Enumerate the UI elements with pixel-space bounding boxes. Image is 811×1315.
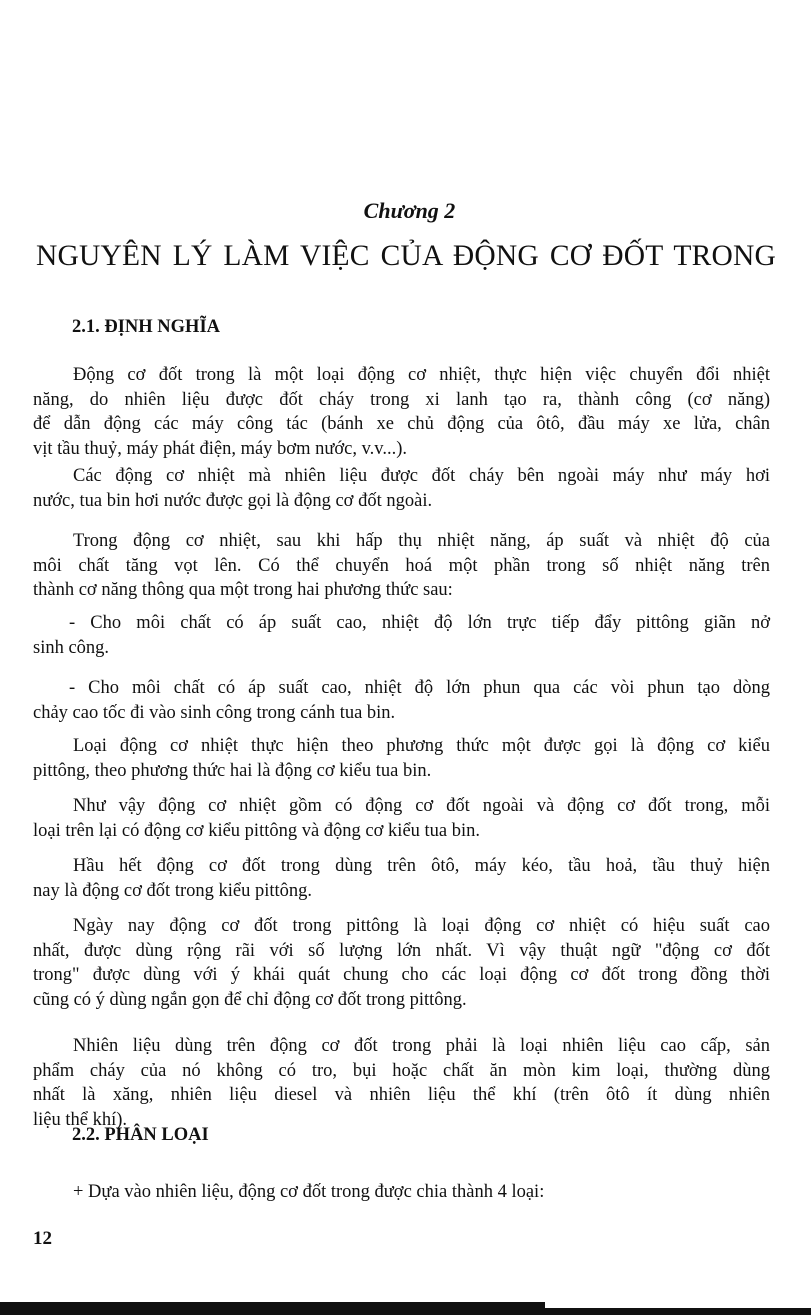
paragraph [33, 794, 770, 843]
text-line: Như vậy động cơ nhiệt gồm có động cơ đốt ngoài và động cơ đốt trong, mỗi [73, 796, 770, 816]
text-line: + Dựa vào nhiên liệu, động cơ đốt trong được chia thành 4 loại: [73, 1182, 545, 1202]
text-line: - Cho môi chất có áp suất cao, nhiệt độ lớn phun qua các vòi phun tạo dòng [69, 678, 770, 698]
text-line: trong" được dùng với ý khái quát chung cho các loại động cơ đốt trong đồng thời [33, 965, 770, 985]
paragraph [33, 611, 770, 660]
chapter-title: NGUYÊN LÝ LÀM VIỆC CỦA ĐỘNG CƠ ĐỐT TRONG [36, 240, 776, 272]
paragraph [33, 854, 770, 903]
text-line: Hầu hết động cơ đốt trong dùng trên ôtô, máy kéo, tầu hoả, tầu thuỷ hiện [73, 856, 770, 876]
text-line: để dẫn động các máy công tác (bánh xe chủ động của ôtô, đầu máy xe lửa, chân [33, 414, 770, 434]
text-line: Loại động cơ nhiệt thực hiện theo phương thức một được gọi là động cơ kiểu [73, 736, 770, 756]
paragraph [33, 363, 770, 461]
paragraph [33, 914, 770, 1012]
text-line: pittông, theo phương thức hai là động cơ kiểu tua bin. [33, 760, 432, 781]
text-line: vịt tầu thuỷ, máy phát điện, máy bơm nước, v.v...). [33, 438, 408, 459]
text-line: Trong động cơ nhiệt, sau khi hấp thụ nhiệt năng, áp suất và nhiệt độ của [73, 531, 770, 551]
text-line: Nhiên liệu dùng trên động cơ đốt trong phải là loại nhiên liệu cao cấp, sản [73, 1036, 770, 1056]
text-line: liệu thể khí). [33, 1109, 128, 1130]
text-line: nhất là xăng, nhiên liệu diesel và nhiên liệu thể khí (trên ôtô ít dùng nhiên [33, 1085, 770, 1105]
scan-edge-bar [0, 1302, 545, 1315]
paragraph [33, 1180, 770, 1205]
section-heading-definition: 2.1. ĐỊNH NGHĨA [72, 317, 221, 337]
paragraph [33, 464, 770, 513]
text-line: Các động cơ nhiệt mà nhiên liệu được đốt cháy bên ngoài máy như máy hơi [73, 466, 770, 486]
text-line: Động cơ đốt trong là một loại động cơ nhiệt, thực hiện việc chuyển đổi nhiệt [73, 365, 770, 385]
paragraph [33, 529, 770, 603]
paragraph [33, 676, 770, 725]
text-line: cũng có ý dùng ngắn gọn để chỉ động cơ đốt trong pittông. [33, 989, 467, 1010]
text-line: nước, tua bin hơi nước được gọi là động cơ đốt ngoài. [33, 490, 433, 511]
text-line: môi chất tăng vọt lên. Có thể chuyển hoá một phần trong số nhiệt năng trên [33, 555, 770, 576]
paragraph [33, 734, 770, 783]
paragraph [33, 1034, 770, 1132]
page-number: 12 [33, 1228, 52, 1249]
text-line: phẩm cháy của nó không có tro, bụi hoặc chất ăn mòn kim loại, thường dùng [33, 1060, 770, 1081]
text-line: nhất, được dùng rộng rãi với số lượng lớn nhất. Vì vậy thuật ngữ "động cơ đốt [33, 940, 770, 961]
text-line: Ngày nay động cơ đốt trong pittông là loại động cơ nhiệt có hiệu suất cao [73, 916, 770, 936]
section-heading-classification: 2.2. PHÂN LOẠI [72, 1125, 209, 1145]
chapter-label: Chương 2 [363, 198, 456, 223]
text-line: thành cơ năng thông qua một trong hai phương thức sau: [33, 580, 453, 600]
text-line: chảy cao tốc đi vào sinh công trong cánh tua bin. [33, 702, 396, 723]
text-line: sinh công. [33, 637, 110, 658]
text-line: nay là động cơ đốt trong kiểu pittông. [33, 880, 313, 901]
scan-edge-bar [545, 1308, 811, 1315]
text-line: năng, do nhiên liệu được đốt cháy trong xi lanh tạo ra, thành công (cơ năng) [33, 389, 770, 410]
text-line: - Cho môi chất có áp suất cao, nhiệt độ lớn trực tiếp đẩy pittông giãn nở [69, 613, 770, 633]
text-line: loại trên lại có động cơ kiểu pittông và động cơ kiểu tua bin. [33, 820, 481, 841]
